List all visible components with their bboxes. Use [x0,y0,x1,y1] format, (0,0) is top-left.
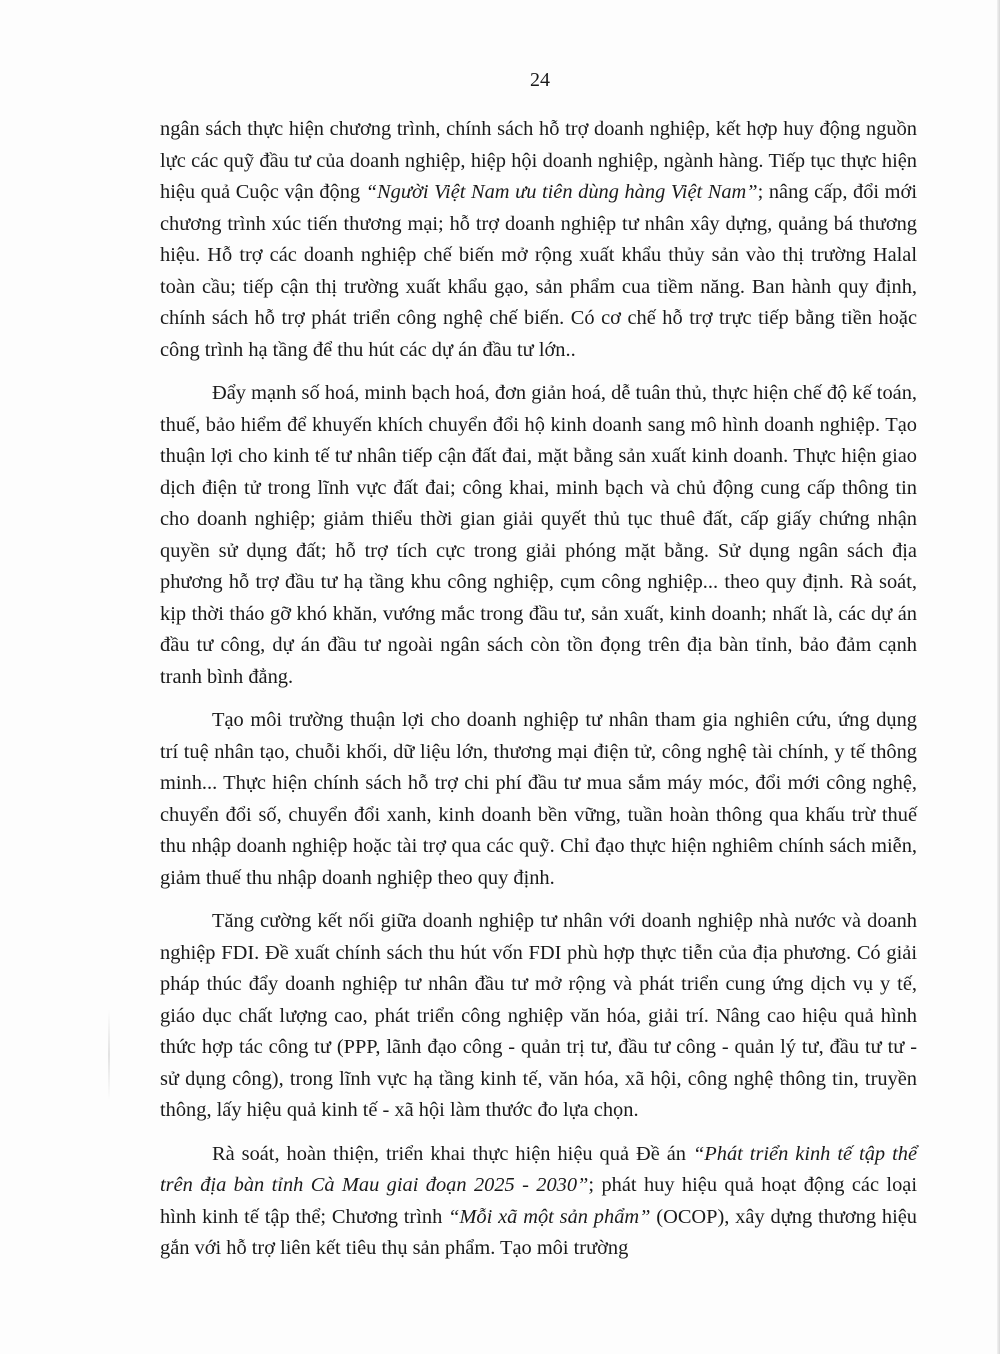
paragraph-text: Rà soát, hoàn thiện, triển khai thực hiện hiệu quả Đề án [212,1142,693,1165]
paragraph-3 [160,705,917,894]
paragraph-1 [160,114,917,366]
paragraph-2 [160,378,917,693]
quoted-project-name: “Phát triển kinh tế tập thể trên địa bàn tỉnh Cà Mau giai đoạn 2025 - 2030” [160,1142,917,1196]
quoted-campaign-name: “Người Việt Nam ưu tiên dùng hàng Việt Nam” [365,181,758,203]
paragraph-text: ; phát huy hiệu quả hoạt động các loại hình kinh tế tập thể; Chương trình [160,1174,917,1228]
paragraph-text: Tạo môi trường thuận lợi cho doanh nghiệp tư nhân tham gia nghiên cứu, ứng dụng trí tuệ nhân tạo, chuỗi khối, dữ liệu lớn, thương mại điện tử, công nghệ tài chính, y tế thông minh... Thực hiện chính sách hỗ trợ chi phí đầu tư mua sắm máy móc, đổi mới công nghệ, chuyển đổi số, chuyển đổi xanh, kinh doanh bền vững, tuần hoàn thông qua khấu trừ thuế thu nhập doanh nghiệp hoặc tài trợ qua các quỹ. Chỉ đạo thực hiện nghiêm chính sách miễn, giảm thuế thu nhập doanh nghiệp theo quy định. [160,709,917,889]
paragraph-text: Tăng cường kết nối giữa doanh nghiệp tư nhân với doanh nghiệp nhà nước và doanh nghiệp FDI. Đề xuất chính sách thu hút vốn FDI phù hợp thực tiễn của địa phương. Có giải pháp thúc đẩy doanh nghiệp tư nhân đầu tư mở rộng và phát triển cung ứng dịch vụ y tế, giáo dục chất lượng cao, phát triển công nghiệp văn hóa, giải trí. Nâng cao hiệu quả hình thức hợp tác công tư (PPP, lãnh đạo công - quản trị tư, đầu tư công - quản lý tư, đầu tư tư - sử dụng công), trong lĩnh vực hạ tầng kinh tế, văn hóa, xã hội, công nghệ thông tin, truyền thông, lấy hiệu quả kinh tế - xã hội làm thước đo lựa chọn. [160,910,917,1121]
page-number: 24 [530,69,550,91]
paragraph-text: Đẩy mạnh số hoá, minh bạch hoá, đơn giản hoá, dễ tuân thủ, thực hiện chế độ kế toán, thuế, bảo hiểm để khuyến khích chuyển đổi hộ kinh doanh sang mô hình doanh nghiệp. Tạo thuận lợi cho kinh tế tư nhân tiếp cận đất đai, mặt bằng sản xuất kinh doanh. Thực hiện giao dịch điện tử trong lĩnh vực đất đai; công khai, minh bạch và chủ động cung cấp thông tin cho doanh nghiệp; giảm thiểu thời gian giải quyết thủ tục thuê đất, cấp giấy chứng nhận quyền sử dụng đất; hỗ trợ tích cực trong giải phóng mặt bằng. Sử dụng ngân sách địa phương hỗ trợ đầu tư hạ tầng khu công nghiệp, cụm công nghiệp... theo quy định. Rà soát, kịp thời tháo gỡ khó khăn, vướng mắc trong đầu tư, sản xuất, kinh doanh; nhất là, các dự án đầu tư công, dự án đầu tư ngoài ngân sách còn tồn đọng trên địa bàn tỉnh, bảo đảm cạnh tranh bình đẳng. [160,382,917,688]
paragraph-text: (OCOP), xây dựng thương hiệu gắn với hỗ trợ liên kết tiêu thụ sản phẩm. Tạo môi trường [160,1205,918,1259]
paragraph-text: ; nâng cấp, đổi mới chương trình xúc tiến thương mại; hỗ trợ doanh nghiệp tư nhân xây dựng, quảng bá thương hiệu. Hỗ trợ các doanh nghiệp chế biến mở rộng xuất khẩu thủy sản vào thị trường Halal toàn cầu; tiếp cận thị trường xuất khẩu gạo, sản phẩm cua tiềm năng. Ban hành quy định, chính sách hỗ trợ phát triển công nghệ chế biến. Có cơ chế hỗ trợ trực tiếp bằng tiền hoặc công trình hạ tầng để thu hút các dự án đầu tư lớn.. [160,181,917,361]
paragraph-text: ngân sách thực hiện chương trình, chính sách hỗ trợ doanh nghiệp, kết hợp huy động nguồn lực các quỹ đầu tư của doanh nghiệp, hiệp hội doanh nghiệp, ngành hàng. Tiếp tục thực hiện hiệu quả Cuộc vận động [160,118,917,203]
paragraph-5 [160,1139,917,1265]
quoted-program-name: “Mỗi xã một sản phẩm” [448,1205,651,1228]
scan-artifact [108,1010,110,1100]
document-body [160,114,917,1265]
paragraph-4 [160,906,917,1127]
